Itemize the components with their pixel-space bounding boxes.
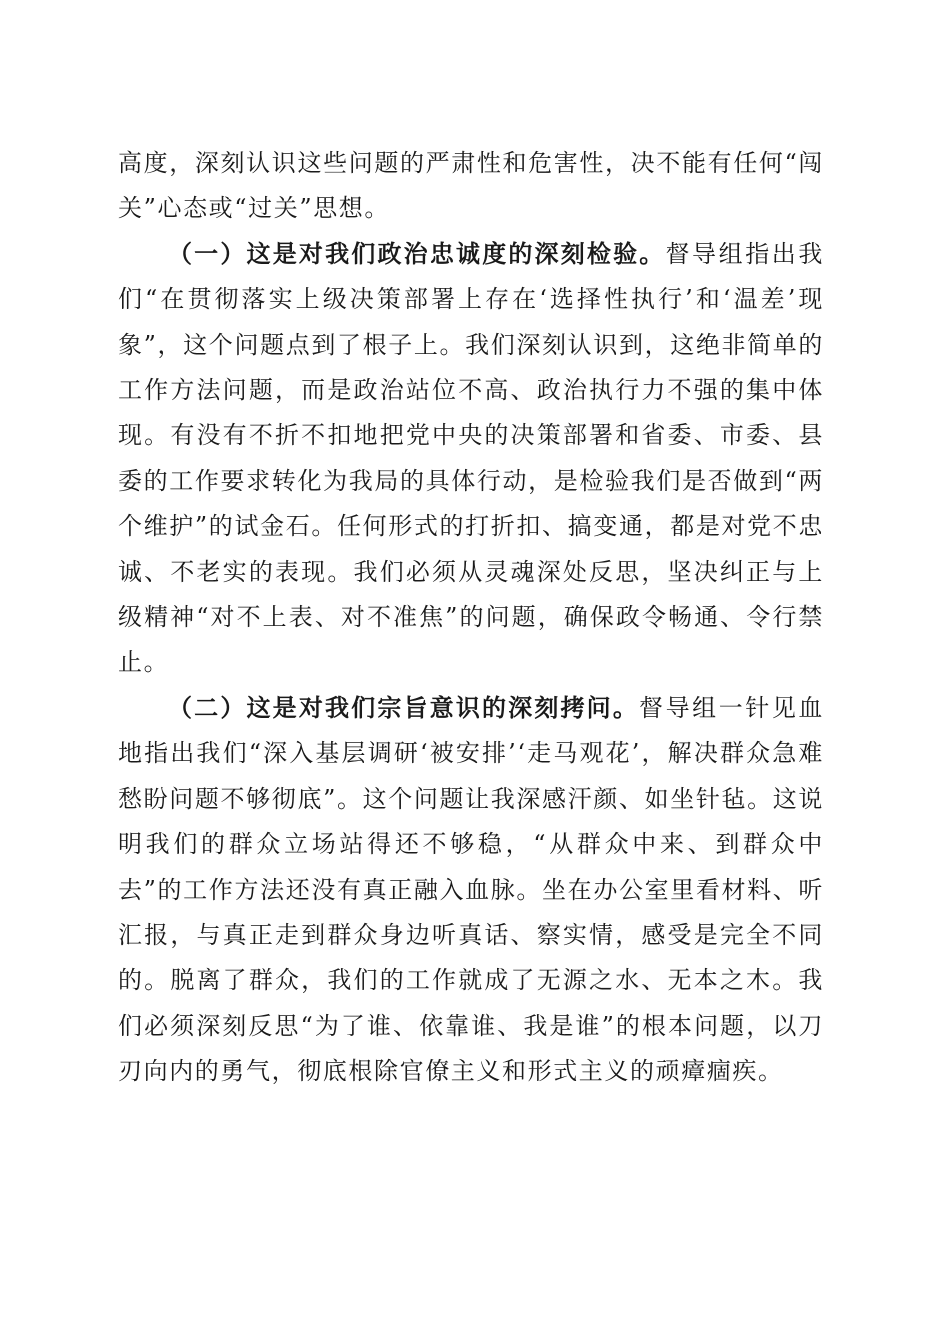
paragraph-continuation (118, 141, 824, 232)
paragraph-political-loyalty-text: 督导组指出我们“在贯彻落实上级决策部署上存在‘选择性执行’和‘温差’现象”，这个问题点到了根子上。我们深刻认识到，这绝非简单的工作方法问题，而是政治站位不高、政治执行力不强的集中体现。有没有不折不扣地把党中央的决策部署和省委、市委、县委的工作要求转化为我局的具体行动，是检验我们是否做到“两个维护”的试金石。任何形式的打折扣、搞变通，都是对党不忠诚、不老实的表现。我们必须从灵魂深处反思，坚决纠正与上级精神“对不上表、对不准焦”的问题，确保政令畅通、令行禁止。 (118, 239, 824, 677)
paragraph-continuation-text: 高度，深刻认识这些问题的严肃性和危害性，决不能有任何“闯关”心态或“过关”思想。 (118, 149, 824, 223)
paragraph-political-loyalty (118, 232, 824, 686)
paragraph-political-loyalty-heading: （一）这是对我们政治忠诚度的深刻检验。 (168, 239, 666, 268)
document-body (118, 141, 824, 1095)
paragraph-purpose-awareness-text: 督导组一针见血地指出我们“深入基层调研‘被安排’‘走马观花’，解决群众急难愁盼问题不够彻底”。这个问题让我深感汗颜、如坐针毡。这说明我们的群众立场站得还不够稳，“从群众中来、到群众中去”的工作方法还没有真正融入血脉。坐在办公室里看材料、听汇报，与真正走到群众身边听真话、察实情，感受是完全不同的。脱离了群众，我们的工作就成了无源之水、无本之木。我们必须深刻反思“为了谁、依靠谁、我是谁”的根本问题，以刀刃向内的勇气，彻底根除官僚主义和形式主义的顽瘴痼疾。 (118, 693, 824, 1086)
paragraph-purpose-awareness (118, 686, 824, 1095)
paragraph-purpose-awareness-heading: （二）这是对我们宗旨意识的深刻拷问。 (168, 693, 639, 722)
